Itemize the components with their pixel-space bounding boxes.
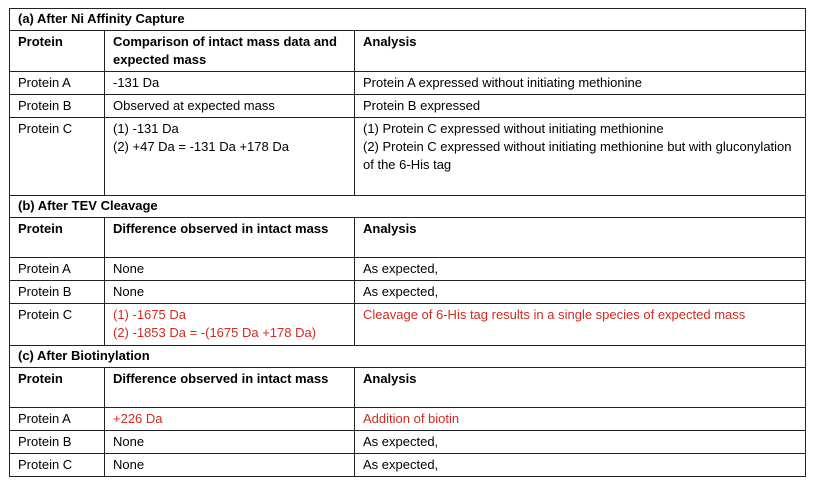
analysis-line: As expected, bbox=[363, 434, 439, 449]
analysis-cell bbox=[355, 454, 806, 477]
mass-difference-line: (2) -1853 Da = -(1675 Da +178 Da) bbox=[113, 325, 317, 340]
table-row bbox=[10, 281, 806, 304]
mass-difference-line: (1) -1675 Da bbox=[113, 307, 186, 322]
mass-difference-line: (1) -131 Da bbox=[113, 121, 179, 136]
mass-difference-line: (2) +47 Da = -131 Da +178 Da bbox=[113, 139, 289, 154]
table-row bbox=[10, 118, 806, 196]
analysis-line: Cleavage of 6-His tag results in a single species of expected mass bbox=[363, 307, 746, 322]
protein-cell: Protein C bbox=[10, 454, 105, 477]
mass-difference-cell bbox=[105, 258, 355, 281]
mass-difference-cell bbox=[105, 454, 355, 477]
protein-cell: Protein B bbox=[10, 431, 105, 454]
table-row bbox=[10, 408, 806, 431]
mass-difference-line: +226 Da bbox=[113, 411, 163, 426]
mass-difference-cell bbox=[105, 304, 355, 346]
table-row bbox=[10, 258, 806, 281]
column-header: Analysis bbox=[355, 368, 806, 408]
column-header: Comparison of intact mass data and expected mass bbox=[105, 31, 355, 72]
table-row bbox=[10, 304, 806, 346]
section-header-row bbox=[10, 9, 806, 31]
mass-difference-line: None bbox=[113, 284, 145, 299]
column-header-row bbox=[10, 368, 806, 408]
protein-cell: Protein B bbox=[10, 281, 105, 304]
column-header-row bbox=[10, 218, 806, 258]
table-row bbox=[10, 72, 806, 95]
analysis-line: As expected, bbox=[363, 457, 439, 472]
mass-difference-cell bbox=[105, 408, 355, 431]
analysis-cell bbox=[355, 72, 806, 95]
mass-difference-cell bbox=[105, 72, 355, 95]
mass-difference-cell bbox=[105, 431, 355, 454]
analysis-cell bbox=[355, 304, 806, 346]
analysis-line: Protein B expressed bbox=[363, 98, 481, 113]
section-header-row bbox=[10, 346, 806, 368]
section-title: (c) After Biotinylation bbox=[10, 346, 806, 368]
analysis-line: Protein A expressed without initiating methionine bbox=[363, 75, 642, 90]
analysis-line: Addition of biotin bbox=[363, 411, 460, 426]
table-row bbox=[10, 454, 806, 477]
mass-difference-cell bbox=[105, 95, 355, 118]
mass-difference-line: None bbox=[113, 434, 145, 449]
column-header: Difference observed in intact mass bbox=[105, 218, 355, 258]
mass-difference-line: -131 Da bbox=[113, 75, 160, 90]
protein-cell: Protein B bbox=[10, 95, 105, 118]
column-header: Protein bbox=[10, 218, 105, 258]
column-header: Protein bbox=[10, 31, 105, 72]
table-row bbox=[10, 95, 806, 118]
protein-cell: Protein A bbox=[10, 258, 105, 281]
protein-cell: Protein A bbox=[10, 408, 105, 431]
mass-difference-cell bbox=[105, 281, 355, 304]
analysis-line: (1) Protein C expressed without initiating methionine bbox=[363, 121, 664, 136]
section-title: (b) After TEV Cleavage bbox=[10, 196, 806, 218]
analysis-cell bbox=[355, 431, 806, 454]
section-header-row bbox=[10, 196, 806, 218]
analysis-cell bbox=[355, 118, 806, 196]
mass-difference-cell bbox=[105, 118, 355, 196]
protein-cell: Protein A bbox=[10, 72, 105, 95]
analysis-cell bbox=[355, 408, 806, 431]
column-header: Difference observed in intact mass bbox=[105, 368, 355, 408]
analysis-line: As expected, bbox=[363, 261, 439, 276]
section-title: (a) After Ni Affinity Capture bbox=[10, 9, 806, 31]
table-row bbox=[10, 431, 806, 454]
analysis-cell bbox=[355, 258, 806, 281]
column-header: Analysis bbox=[355, 31, 806, 72]
analysis-line: (2) Protein C expressed without initiating methionine but with gluconylation of the 6-His tag bbox=[363, 139, 792, 172]
protein-cell: Protein C bbox=[10, 118, 105, 196]
column-header-row bbox=[10, 31, 806, 72]
analysis-cell bbox=[355, 281, 806, 304]
column-header: Protein bbox=[10, 368, 105, 408]
analysis-cell bbox=[355, 95, 806, 118]
mass-difference-line: None bbox=[113, 457, 145, 472]
protein-cell: Protein C bbox=[10, 304, 105, 346]
mass-difference-line: Observed at expected mass bbox=[113, 98, 275, 113]
analysis-line: As expected, bbox=[363, 284, 439, 299]
results-table-body bbox=[10, 9, 806, 477]
column-header: Analysis bbox=[355, 218, 806, 258]
results-table bbox=[9, 8, 806, 477]
mass-difference-line: None bbox=[113, 261, 145, 276]
